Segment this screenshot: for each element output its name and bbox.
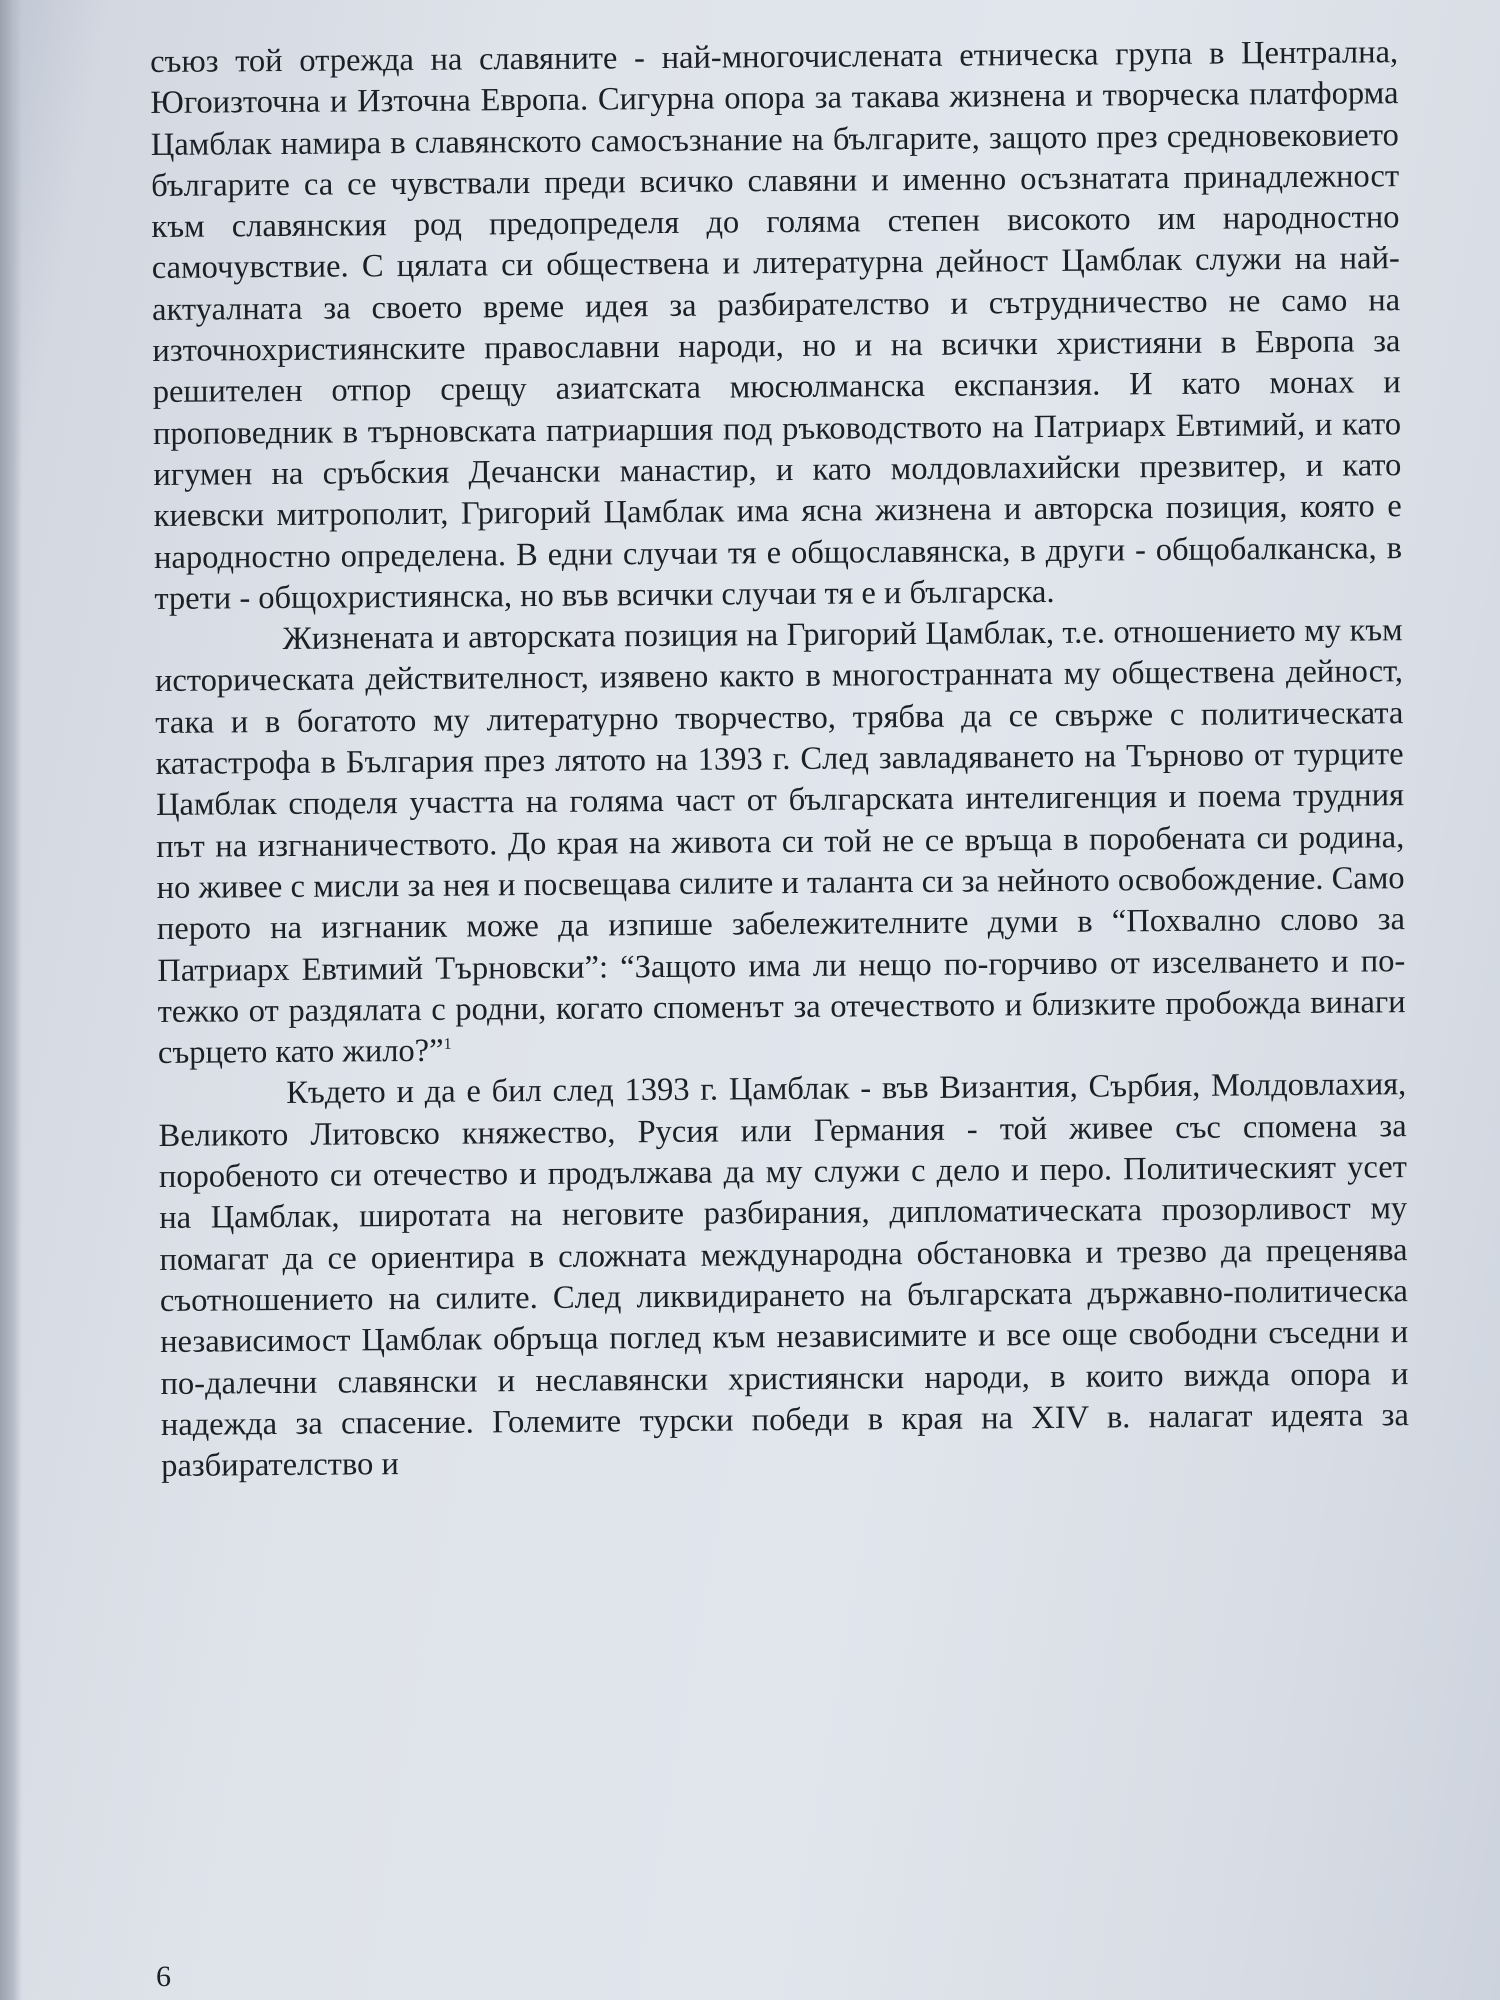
- page-binding-shadow: [0, 0, 22, 2000]
- page-number: 6: [156, 1960, 171, 1993]
- paragraph-2: [155, 610, 1407, 1074]
- footnote-marker: 1: [443, 1035, 452, 1054]
- paragraph-2-text: Жизнената и авторската позиция на Григорий Цамблак, т.е. отношението му към историческата действителност, изявено както в многостранната му обществена дейност, така и в богатото му литературно творчество, трябва да се свърже с политическата катастрофа в България през лятото на 1393 г. След завладяването на Търново от турците Цамблак споделя участта на голяма част от българската интелигенция и поема трудния път на изгнаничеството. До края на живота си той не се връща в поробената си родина, но живее с мисли за нея и посвещава силите и таланта си за нейното освобождение. Само перото на изгнаник може да изпише забележителните думи в “Похвално слово за Патриарх Евтимий Търновски”: “Защото има ли нещо по-горчиво от изселването и по-тежко от раздялата с родни, когато споменът за отечеството и близките пробожда винаги сърцето като жило?”: [154, 612, 1406, 1072]
- body-text: [150, 32, 1409, 1487]
- paragraph-1: съюз той отрежда на славяните - най-многочислената етническа група в Централна, Югоизточна и Източна Европа. Сигурна опора за такава жизнена и творческа платформа Цамблак намира в славянското самосъзнание на българите, защото през средновековието българите са се чувствали преди всичко славяни и именно осъзнатата принадлежност към славянския род предопределя до голяма степен високото им народностно самочувствие. С цялата си обществена и литературна дейност Цамблак служи на най-актуалната за своето време идея за разбирателство и сътрудничество не само на източнохристиянските православни народи, но и на всички християни в Европа за решителен отпор срещу азиатската мюсюлманска експанзия. И като монах и проповедник в търновската патриаршия под ръководството на Патриарх Евтимий, и като игумен на сръбския Дечански манастир, и като молдовлахийски презвитер, и като киевски митрополит, Григорий Цамблак има ясна жизнена и авторска позиция, която е народностно определена. В едни случаи тя е общославянска, в други - общобалканска, в трети - общохристиянска, но във всички случаи тя е и българска.: [150, 34, 1403, 617]
- paragraph-3: Където и да е бил след 1393 г. Цамблак - във Византия, Сърбия, Молдовлахия, Великото Литовско княжество, Русия или Германия - той живее със спомена за поробеното си отечество и продължава да му служи с дело и перо. Политическият усет на Цамблак, широтата на неговите разбирания, дипломатическата прозорливост му помагат да се ориентира в сложната международна обстановка и трезво да преценява съотношението на силите. След ликвидирането на българската държавно-политическа независимост Цамблак обръща поглед към независимите и все още свободни съседни и по-далечни славянски и неславянски християнски народи, в които вижда опора и надежда за спасение. Големите турски победи в края на XIV в. налагат идеята за разбирателство и: [158, 1066, 1409, 1485]
